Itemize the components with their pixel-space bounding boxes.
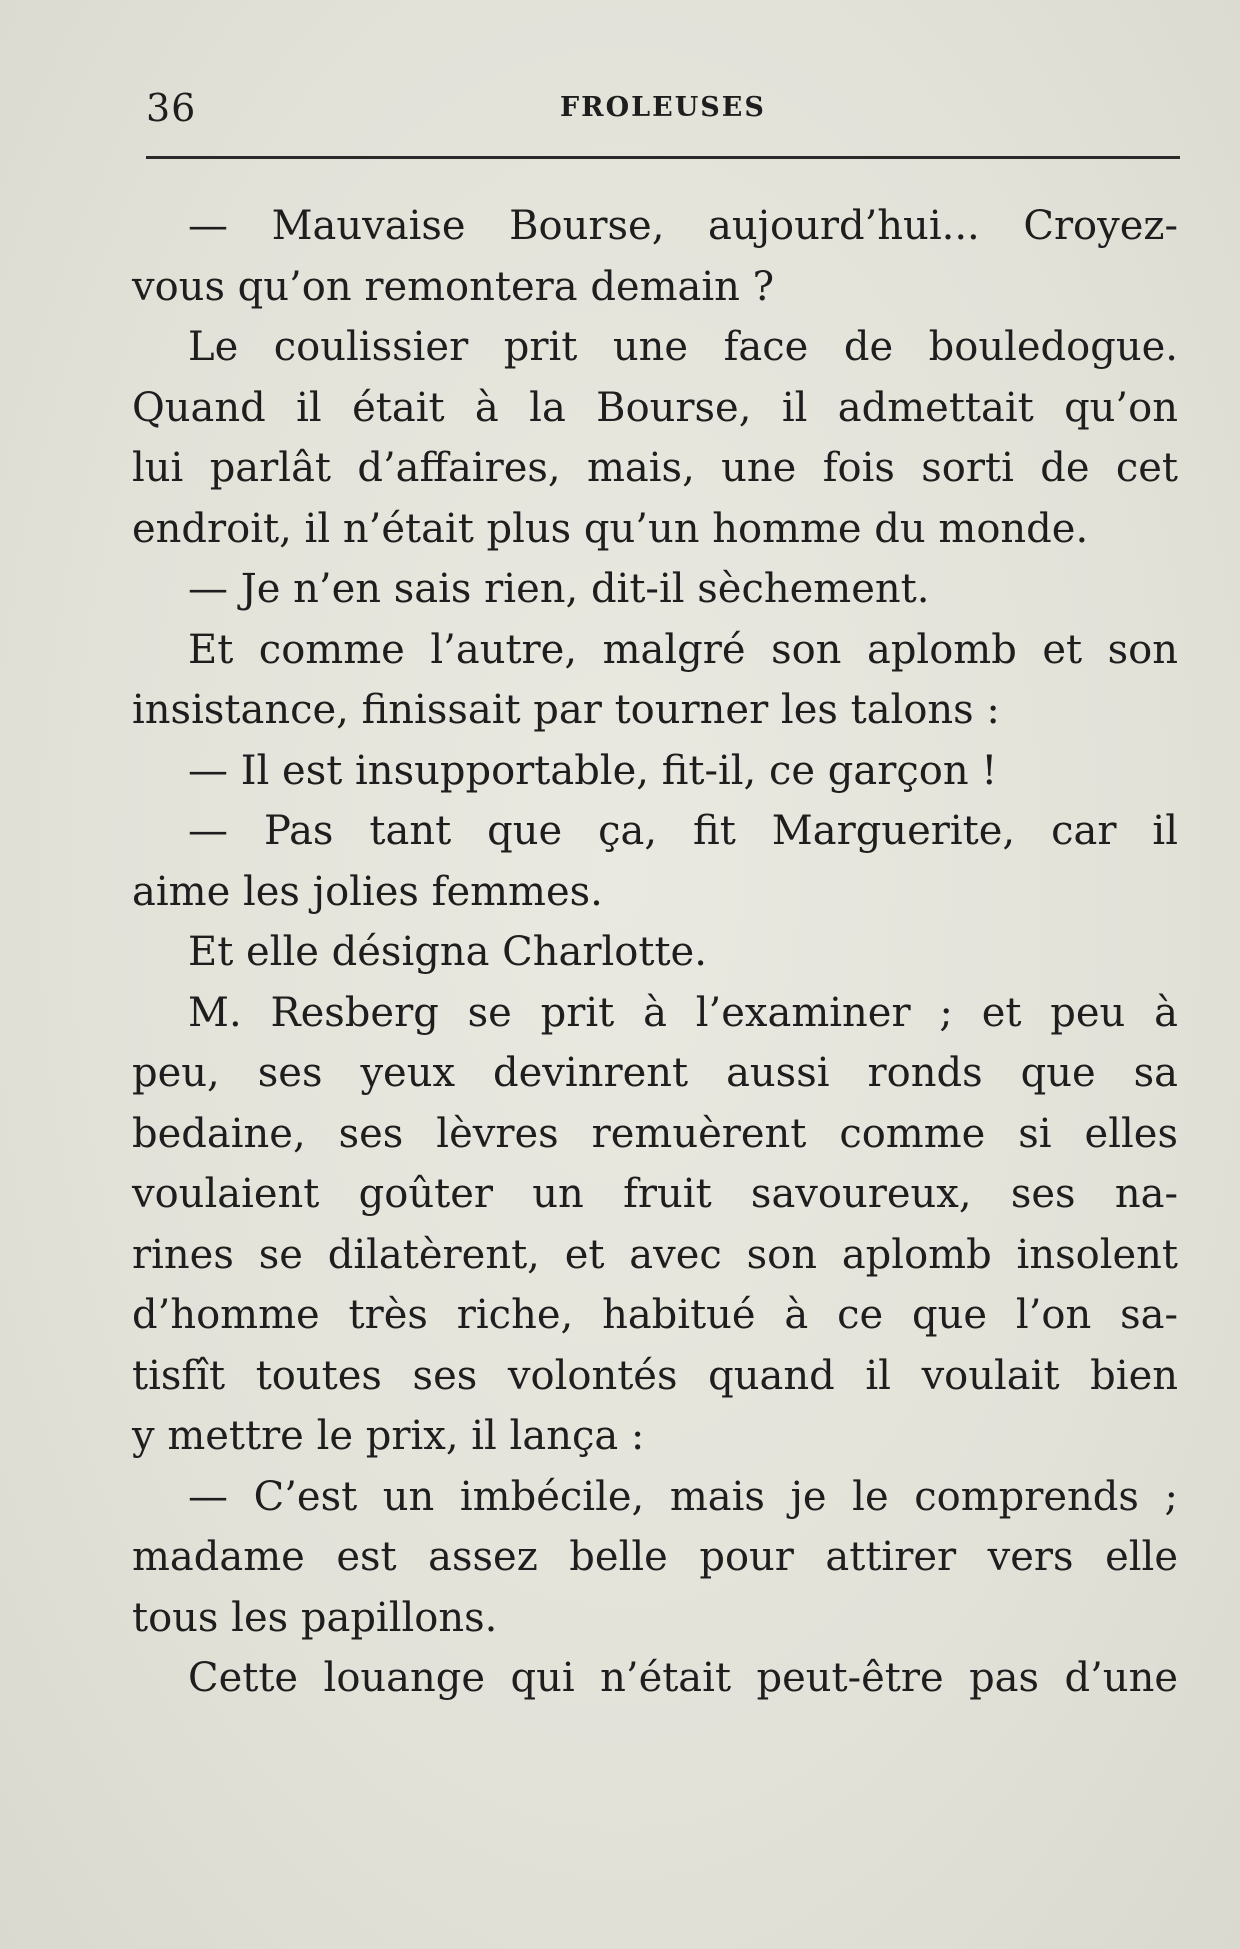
text-line: rines se dilatèrent, et avec son aplomb insolent <box>132 1231 1178 1278</box>
text-line: Cette louange qui n’était peut-être pas d’une <box>188 1655 1178 1701</box>
text-line: d’homme très riche, habitué à ce que l’on sa- <box>132 1292 1178 1338</box>
text-line: voulaient goûter un fruit savoureux, ses na- <box>132 1171 1178 1217</box>
text-line: M. Resberg se prit à l’examiner ; et peu à <box>188 989 1178 1036</box>
text-line: tisfît toutes ses volontés quand il voulait bien <box>132 1352 1178 1399</box>
text-line: lui parlât d’affaires, mais, une fois sorti de cet <box>132 445 1178 491</box>
text-line: endroit, il n’était plus qu’un homme du monde. <box>132 505 1089 552</box>
header-rule <box>146 156 1180 159</box>
text-line: — Je n’en sais rien, dit-il sèchement. <box>188 566 930 612</box>
text-line: Quand il était à la Bourse, il admettait qu’on <box>132 384 1178 431</box>
text-line: Le coulissier prit une face de bouledogue. <box>188 324 1178 370</box>
text-line: — Mauvaise Bourse, aujourd’hui... Croyez- <box>188 203 1178 249</box>
page-number: 36 <box>146 86 197 130</box>
page-header <box>146 86 1176 136</box>
text-line: insistance, finissait par tourner les talons : <box>132 687 1000 733</box>
text-line: vous qu’on remontera demain ? <box>132 263 775 310</box>
text-line: tous les papillons. <box>132 1594 498 1641</box>
text-line: — C’est un imbécile, mais je le comprends ; <box>188 1473 1178 1520</box>
text-line: Et comme l’autre, malgré son aplomb et son <box>188 626 1178 673</box>
text-line: bedaine, ses lèvres remuèrent comme si elles <box>132 1110 1178 1157</box>
body-text <box>132 196 1178 1709</box>
text-line: peu, ses yeux devinrent aussi ronds que sa <box>132 1050 1178 1096</box>
running-title: FROLEUSES <box>560 92 766 123</box>
text-line: — Il est insupportable, fit-il, ce garçon ! <box>188 747 998 794</box>
text-line: madame est assez belle pour attirer vers elle <box>132 1534 1178 1580</box>
text-line: Et elle désigna Charlotte. <box>188 929 707 975</box>
text-line: aime les jolies femmes. <box>132 868 603 915</box>
text-line: — Pas tant que ça, fit Marguerite, car il <box>188 808 1178 854</box>
text-line: y mettre le prix, il lança : <box>132 1413 645 1459</box>
